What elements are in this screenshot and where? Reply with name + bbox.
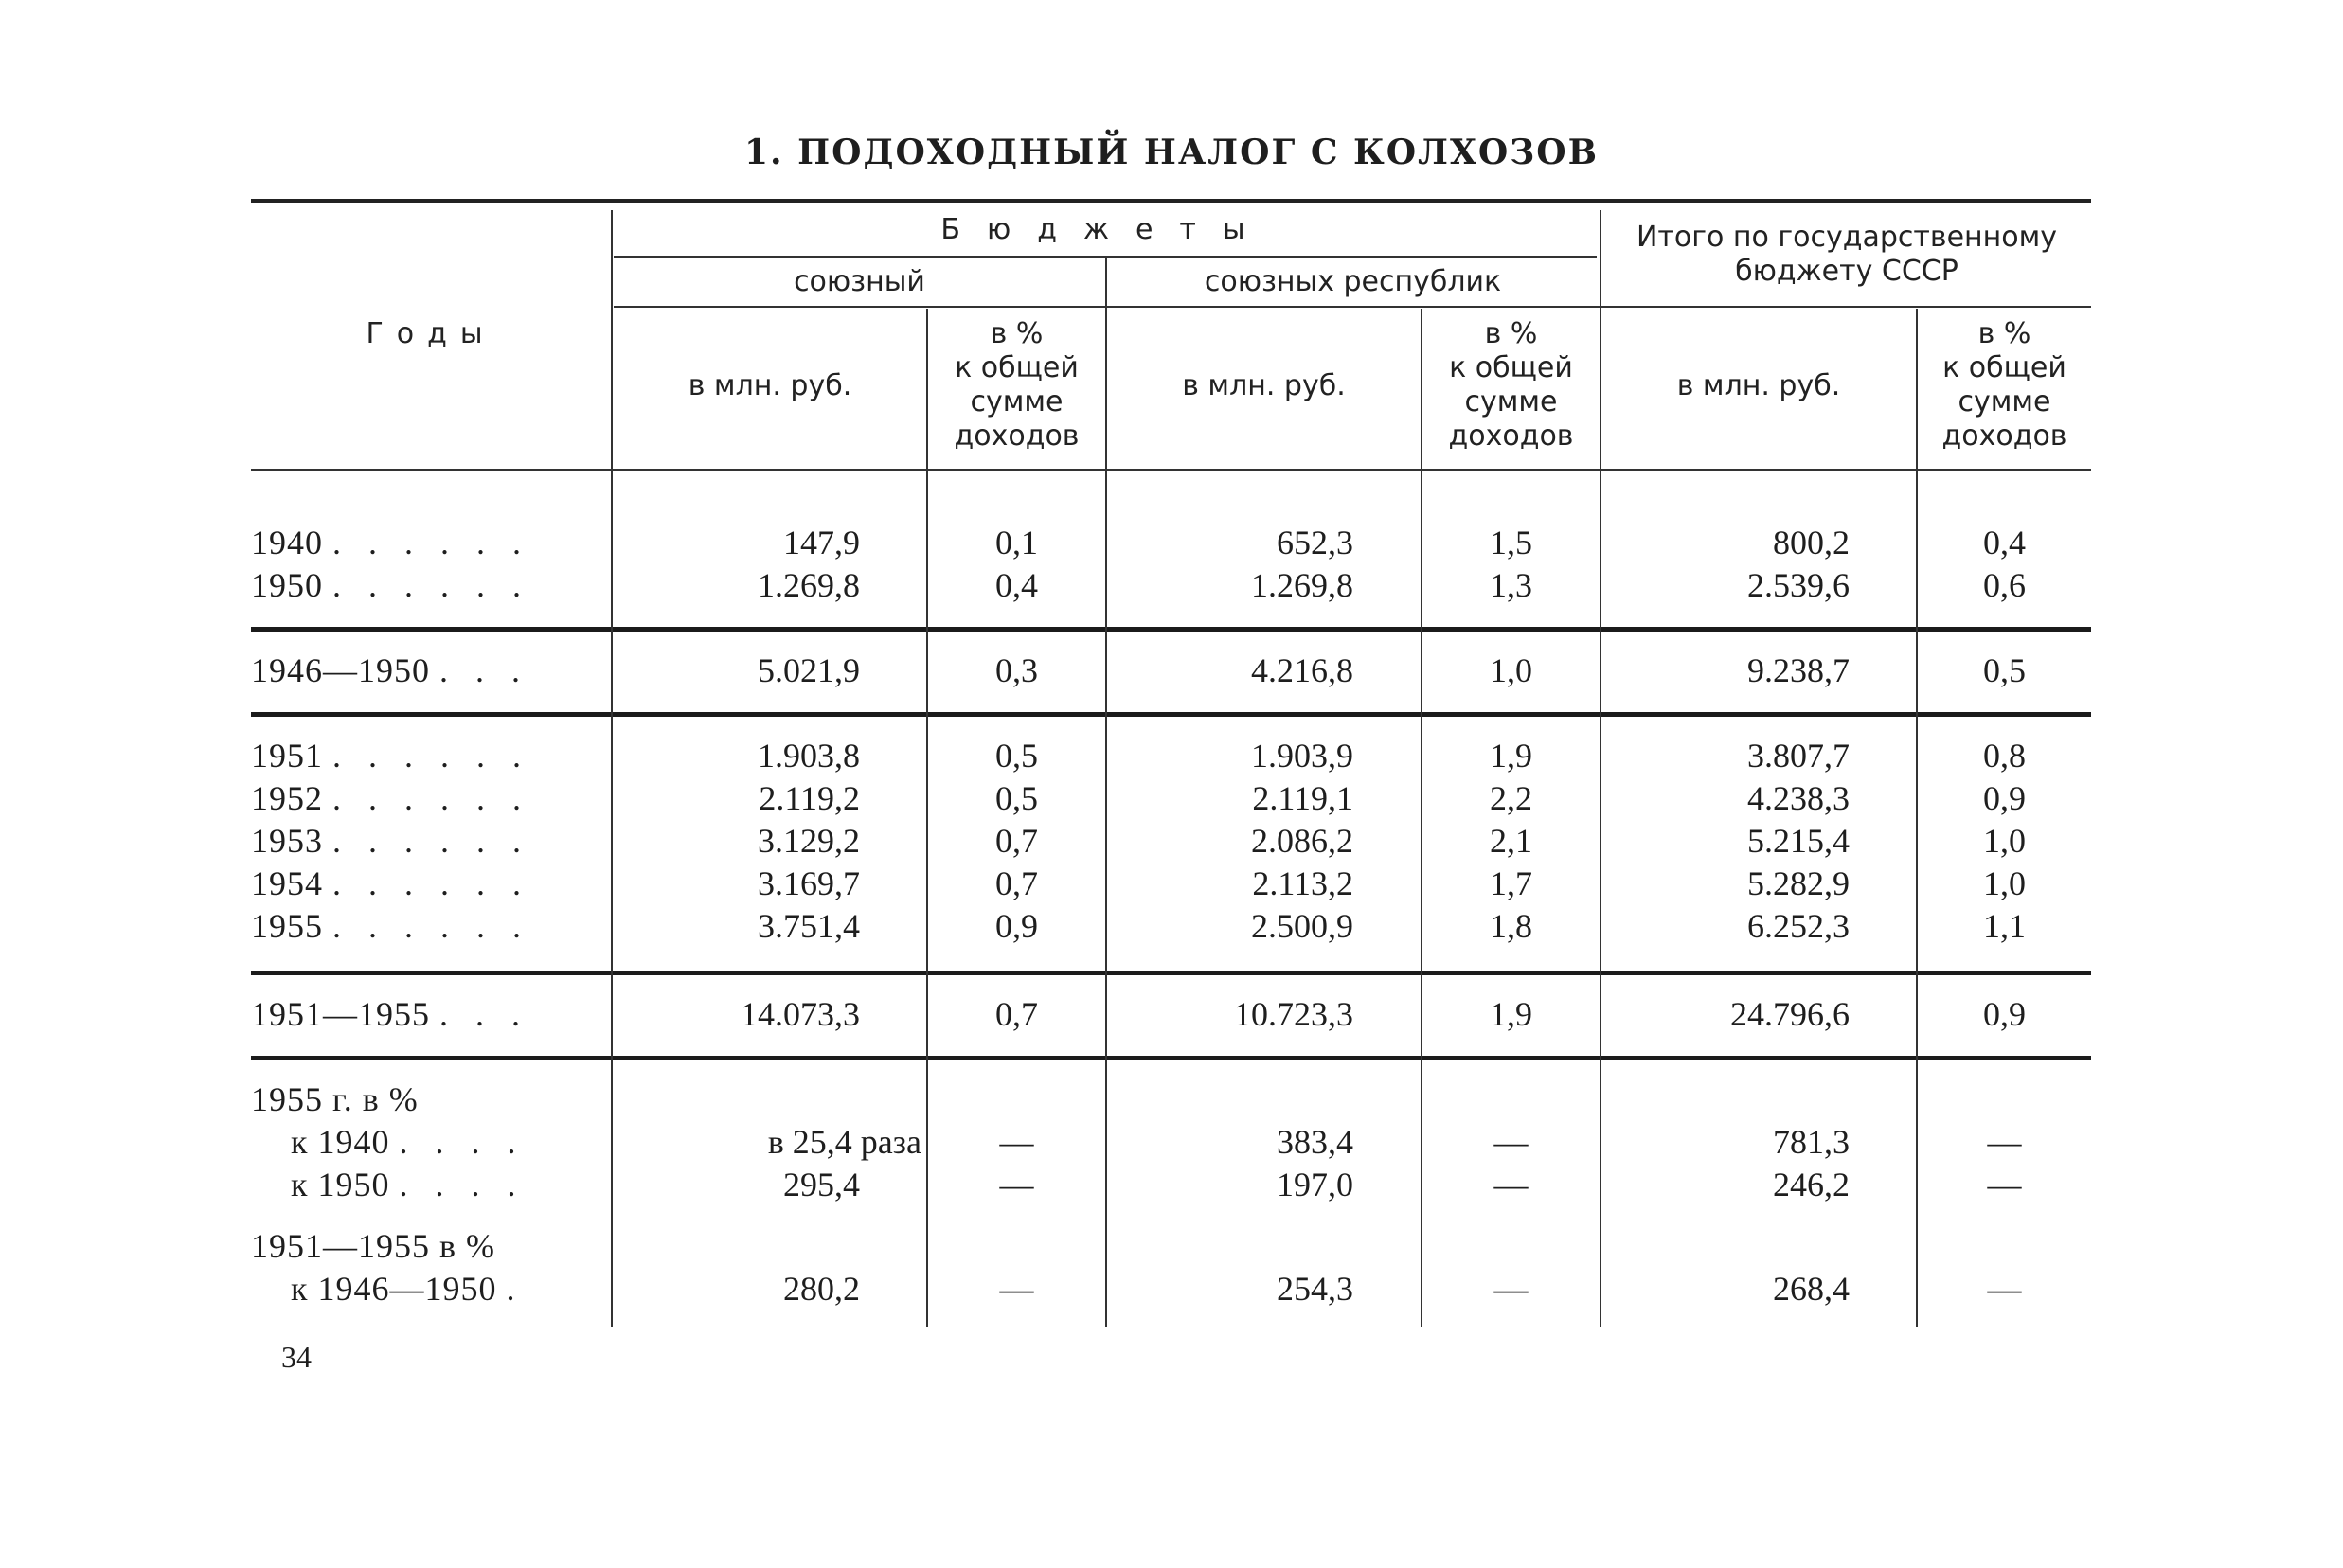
header-years: Годы [366,317,496,350]
rule-before-sum-a [251,627,2091,632]
leader-dots: . . . . . . [332,907,530,945]
union-mln: 2.119,2 [759,779,860,817]
total-mln: 268,4 [1773,1270,1850,1308]
row-year [251,776,601,820]
union-pct: 0,7 [995,864,1038,902]
rule-after-sum-a [251,712,2091,717]
header-total: Итого по государственному бюджету СССР [1636,221,2058,288]
year-label: 1954 [251,864,323,902]
union-pct: 0,7 [995,995,1038,1033]
total-mln: 800,2 [1773,524,1850,561]
union-mln: 3.751,4 [758,907,860,945]
republics-pct: — [1493,1166,1529,1203]
republics-mln: 2.113,2 [1252,864,1353,902]
row-year [251,862,601,905]
row-year [251,649,601,692]
union-pct: — [999,1270,1034,1308]
republics-mln: 4.216,8 [1251,651,1353,689]
union-mln: 3.169,7 [758,864,860,902]
total-pct: 1,0 [1983,822,2026,860]
leader-dots: . . . . [399,1166,526,1203]
union-pct: — [999,1166,1034,1203]
total-pct: 1,1 [1983,907,2026,945]
ratio-label-1955: 1955 г. в % [251,1080,419,1118]
union-mln: 147,9 [783,524,860,561]
page-number: 34 [281,1340,312,1374]
republics-mln: 652,3 [1277,524,1353,561]
row-year [291,1120,641,1164]
ratio-label-1951-1955: 1951—1955 в % [251,1227,495,1265]
union-pct: 0,7 [995,822,1038,860]
total-pct: 1,0 [1983,864,2026,902]
union-pct: 0,3 [995,651,1038,689]
total-mln: 4.238,3 [1747,779,1850,817]
year-label: 1953 [251,822,323,860]
republics-pct: 1,9 [1490,995,1532,1033]
total-pct: — [1987,1123,2022,1161]
total-pct: 0,4 [1983,524,2026,561]
total-pct: 0,6 [1983,566,2026,604]
republics-pct: — [1493,1123,1529,1161]
year-label: 1950 [251,566,323,604]
year-label: к 1940 [291,1123,390,1161]
republics-mln: 2.086,2 [1251,822,1353,860]
union-pct: 0,5 [995,737,1038,775]
header-union: союзный [794,265,925,298]
union-pct: — [999,1123,1034,1161]
union-mln: 3.129,2 [758,822,860,860]
leader-dots: . . . . . . [332,864,530,902]
republics-mln: 2.500,9 [1251,907,1353,945]
republics-mln: 1.903,9 [1251,737,1353,775]
union-pct: 0,9 [995,907,1038,945]
total-mln: 24.796,6 [1730,995,1850,1033]
year-label: 1946—1950 [251,651,430,689]
year-label: 1940 [251,524,323,561]
total-mln: 9.238,7 [1747,651,1850,689]
rule-after-sum-b [251,1056,2091,1060]
year-label: 1951—1955 [251,995,430,1033]
republics-pct: — [1493,1270,1529,1308]
row-year [251,992,601,1036]
header-republics: союзных республик [1204,265,1502,298]
leader-dots: . . . . . . [332,524,530,561]
republics-pct: 2,1 [1490,822,1532,860]
republics-mln: 197,0 [1277,1166,1353,1203]
row-year [291,1267,641,1310]
year-label: 1951 [251,737,323,775]
union-pct: 0,4 [995,566,1038,604]
total-pct: — [1987,1166,2022,1203]
leader-dots: . [506,1270,525,1308]
total-pct: 0,9 [1983,995,2026,1033]
leader-dots: . . . . . . [332,737,530,775]
total-pct: 0,5 [1983,651,2026,689]
leader-dots: . . . . . . [332,779,530,817]
header-union-mln: в млн. руб. [688,369,852,402]
republics-pct: 1,3 [1490,566,1532,604]
union-mln: 295,4 [783,1166,860,1203]
total-pct: 0,9 [1983,779,2026,817]
row-year [251,819,601,863]
republics-mln: 1.269,8 [1251,566,1353,604]
row-year [251,904,601,948]
header-total-mln: в млн. руб. [1676,369,1841,402]
row-year [251,563,601,607]
republics-pct: 1,8 [1490,907,1532,945]
union-mln: 280,2 [783,1270,860,1308]
table-top-rule [251,199,2091,203]
header-republics-pct: в % к общей сумме доходов [1448,317,1574,453]
total-mln: 246,2 [1773,1166,1850,1203]
leader-dots: . . . [439,995,529,1033]
year-label: к 1946—1950 [291,1270,497,1308]
table-title: 1. ПОДОХОДНЫЙ НАЛОГ С КОЛХОЗОВ [743,133,1600,172]
header-republics-mln: в млн. руб. [1182,369,1346,402]
header-total-pct: в % к общей сумме доходов [1941,317,2067,453]
row-year [251,521,601,564]
union-mln: 1.903,8 [758,737,860,775]
header-budgets: Бюджеты [940,213,1272,246]
union-mln: 14.073,3 [741,995,860,1033]
total-mln: 3.807,7 [1747,737,1850,775]
year-label: 1955 [251,907,323,945]
union-pct: 0,1 [995,524,1038,561]
leader-dots: . . . . . . [332,566,530,604]
total-mln: 2.539,6 [1747,566,1850,604]
republics-pct: 2,2 [1490,779,1532,817]
republics-pct: 1,0 [1490,651,1532,689]
total-mln: 5.282,9 [1747,864,1850,902]
leader-dots: . . . . [399,1123,526,1161]
leader-dots: . . . . . . [332,822,530,860]
republics-pct: 1,7 [1490,864,1532,902]
rule-header-bottom [251,469,2091,471]
total-mln: 5.215,4 [1747,822,1850,860]
year-label: к 1950 [291,1166,390,1203]
total-pct: — [1987,1270,2022,1308]
total-mln: 781,3 [1773,1123,1850,1161]
republics-pct: 1,5 [1490,524,1532,561]
republics-mln: 383,4 [1277,1123,1353,1161]
union-mln: 1.269,8 [758,566,860,604]
header-union-pct: в % к общей сумме доходов [954,317,1080,453]
total-mln: 6.252,3 [1747,907,1850,945]
union-mln: 5.021,9 [758,651,860,689]
leader-dots: . . . [439,651,529,689]
republics-pct: 1,9 [1490,737,1532,775]
row-year [251,734,601,777]
union-mln: в 25,4 раза [767,1123,921,1161]
rule-sub-bottom [614,306,2091,308]
republics-mln: 10.723,3 [1234,995,1353,1033]
rule-before-sum-b [251,971,2091,975]
total-pct: 0,8 [1983,737,2026,775]
republics-mln: 254,3 [1277,1270,1353,1308]
republics-mln: 2.119,1 [1252,779,1353,817]
row-year [291,1163,641,1206]
union-pct: 0,5 [995,779,1038,817]
year-label: 1952 [251,779,323,817]
